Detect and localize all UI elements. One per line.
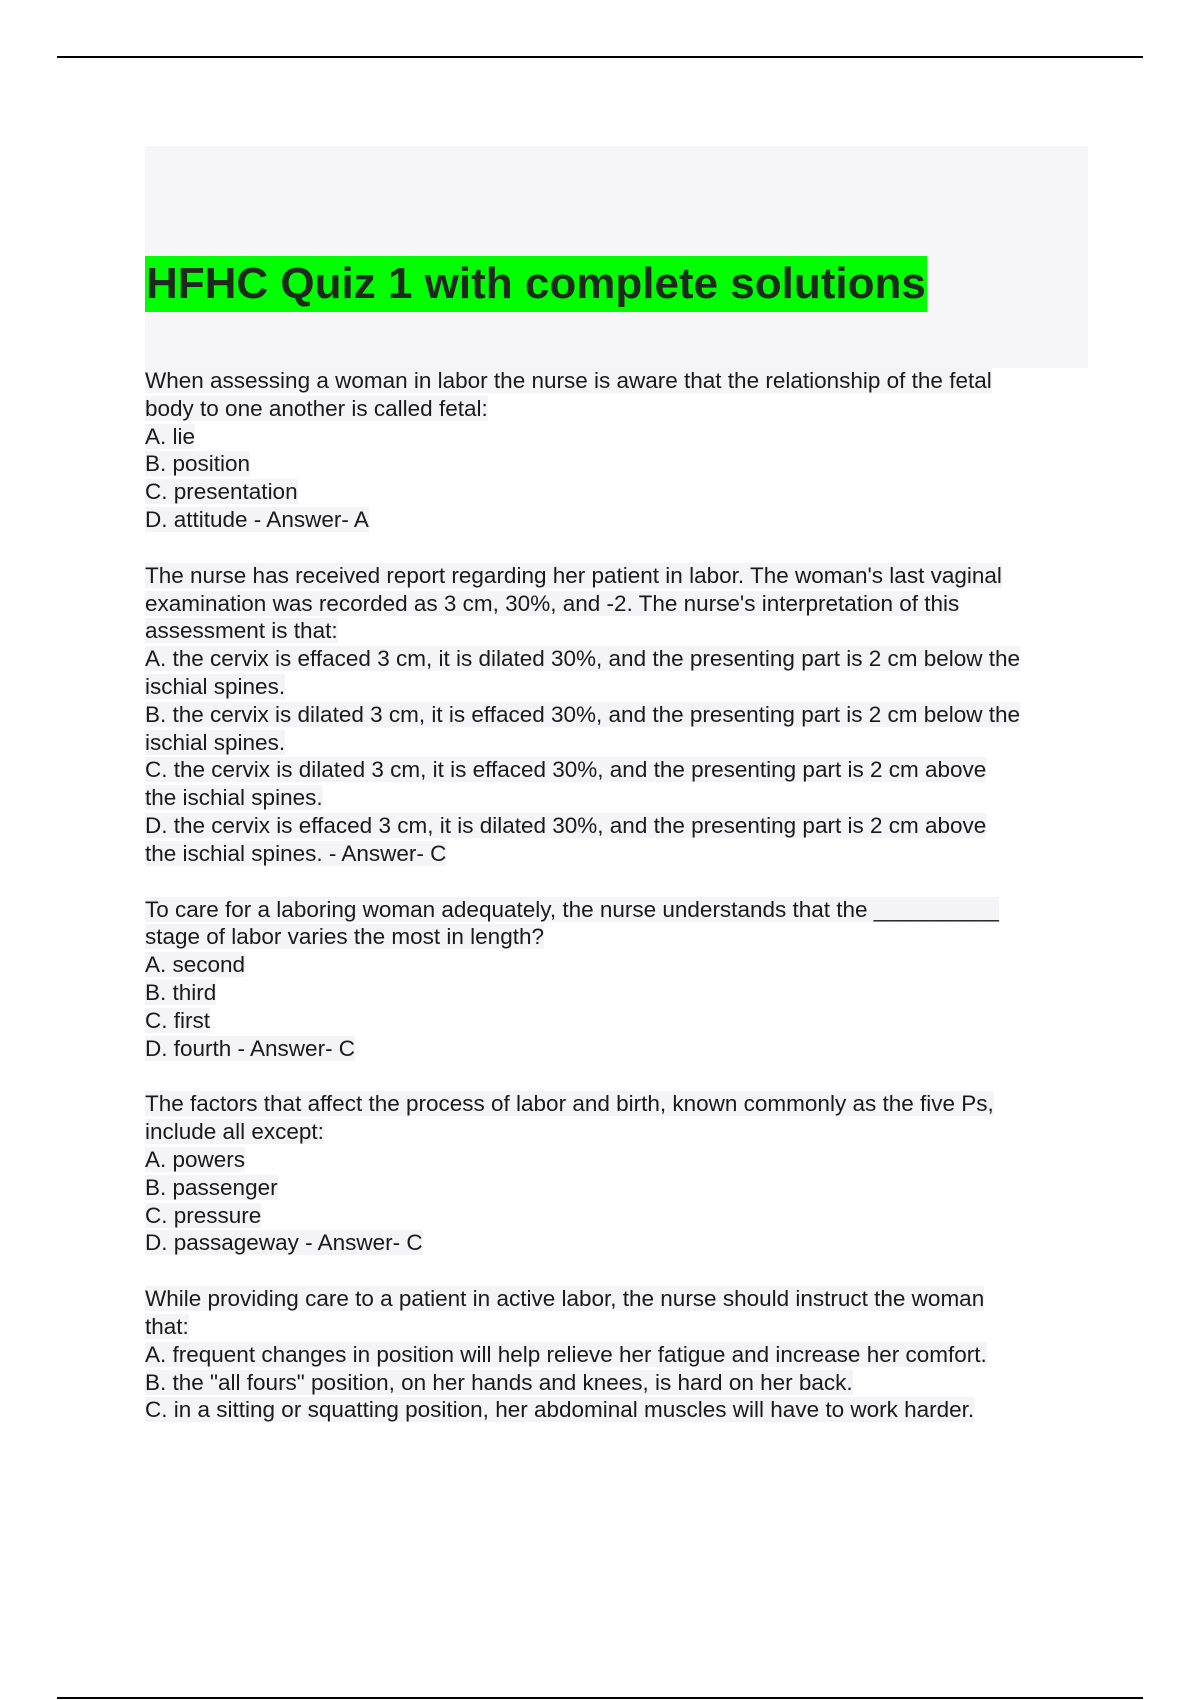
quiz-content [145, 367, 1095, 1452]
bottom-rule [57, 1697, 1143, 1699]
question-2-option-d: D. the cervix is effaced 3 cm, it is dilated 30%, and the presenting part is 2 cm above [145, 812, 987, 838]
question-1-line-2: body to one another is called fetal: [145, 395, 488, 421]
question-1-option-a: A. lie [145, 423, 196, 449]
question-3-option-b: B. third [145, 979, 217, 1005]
question-2-option-c-cont: the ischial spines. [145, 785, 323, 811]
question-5-option-c: C. in a sitting or squatting position, her abdominal muscles will have to work harder. [145, 1397, 975, 1423]
question-2-option-a: A. the cervix is effaced 3 cm, it is dilated 30%, and the presenting part is 2 cm below the [145, 646, 1021, 672]
question-3-option-a: A. second [145, 952, 246, 978]
question-2 [145, 562, 1095, 868]
question-4-option-d-answer: D. passageway - Answer- C [145, 1230, 423, 1256]
question-2-option-b: B. the cervix is dilated 3 cm, it is effaced 30%, and the presenting part is 2 cm below the [145, 701, 1021, 727]
question-3-line-1: To care for a laboring woman adequately, the nurse understands that the __________ [145, 896, 999, 922]
question-4-line-1: The factors that affect the process of labor and birth, known commonly as the five Ps, [145, 1091, 994, 1117]
question-1-option-c: C. presentation [145, 479, 298, 505]
question-2-line-1: The nurse has received report regarding her patient in labor. The woman's last vaginal [145, 562, 1002, 588]
question-4 [145, 1090, 1095, 1257]
question-2-option-b-cont: ischial spines. [145, 729, 286, 755]
question-5-option-a: A. frequent changes in position will help relieve her fatigue and increase her comfort. [145, 1341, 987, 1367]
question-2-option-c: C. the cervix is dilated 3 cm, it is effaced 30%, and the presenting part is 2 cm above [145, 757, 987, 783]
top-rule [57, 56, 1143, 58]
question-1-option-b: B. position [145, 451, 251, 477]
question-2-option-d-answer: the ischial spines. - Answer- C [145, 840, 447, 866]
question-5-option-b: B. the "all fours" position, on her hands and knees, is hard on her back. [145, 1369, 853, 1395]
question-2-option-a-cont: ischial spines. [145, 673, 286, 699]
question-3 [145, 896, 1095, 1063]
question-5-line-1: While providing care to a patient in active labor, the nurse should instruct the woman [145, 1286, 985, 1312]
question-4-option-c: C. pressure [145, 1202, 262, 1228]
question-3-line-2: stage of labor varies the most in length? [145, 924, 544, 950]
question-2-line-3: assessment is that: [145, 618, 338, 644]
question-4-line-2: include all except: [145, 1119, 324, 1145]
question-5 [145, 1285, 1095, 1424]
question-2-line-2: examination was recorded as 3 cm, 30%, and -2. The nurse's interpretation of this [145, 590, 960, 616]
document-title: HFHC Quiz 1 with complete solutions [145, 256, 927, 312]
question-4-option-a: A. powers [145, 1146, 246, 1172]
question-1-line-1: When assessing a woman in labor the nurse is aware that the relationship of the fetal [145, 368, 992, 393]
question-4-option-b: B. passenger [145, 1174, 278, 1200]
question-3-option-c: C. first [145, 1007, 210, 1033]
question-1 [145, 367, 1095, 534]
question-3-option-d-answer: D. fourth - Answer- C [145, 1035, 356, 1061]
question-5-line-2: that: [145, 1313, 189, 1339]
question-1-option-d-answer: D. attitude - Answer- A [145, 506, 369, 532]
